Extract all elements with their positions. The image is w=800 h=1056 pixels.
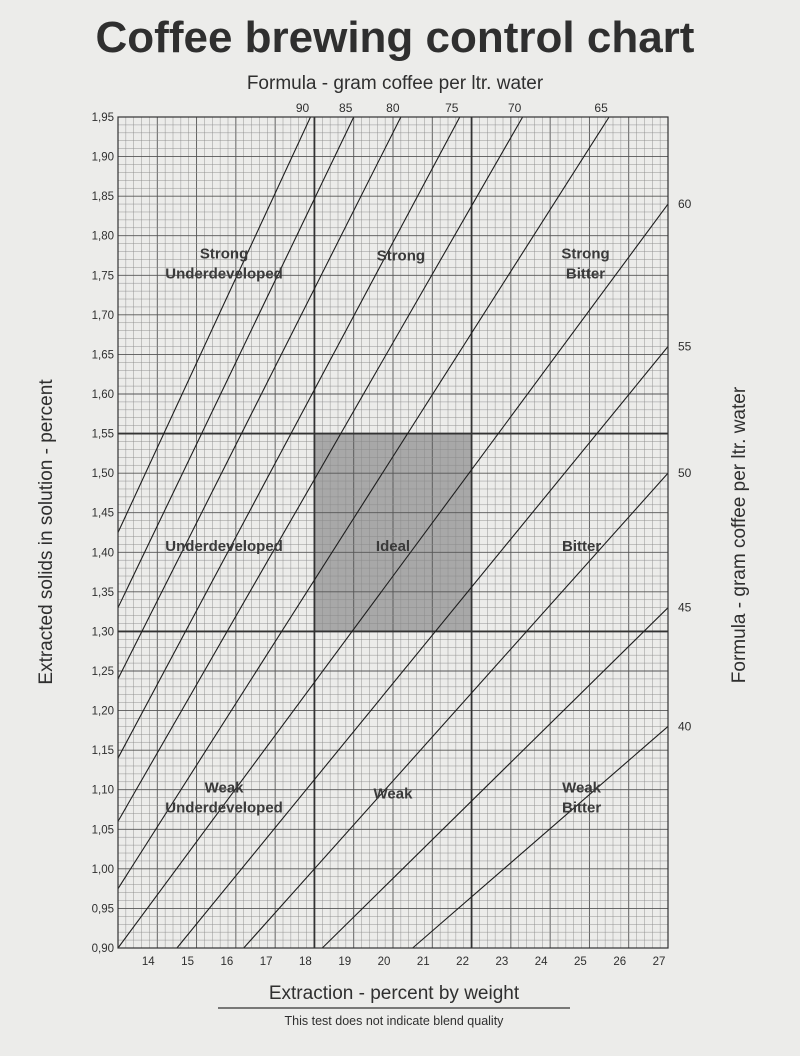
y-tick-label: 1,45 (91, 507, 114, 520)
top-axis-label: Formula - gram coffee per ltr. water (246, 73, 544, 94)
y-tick-label: 1,10 (91, 784, 114, 797)
top-tick-label: 85 (339, 101, 353, 115)
x-tick-label: 25 (574, 956, 587, 968)
y-tick-label: 0,95 (91, 903, 114, 916)
region-label: Bitter (565, 265, 606, 283)
y-tick-label: 1,90 (91, 151, 114, 164)
region-label: Weak (373, 785, 413, 803)
y-tick-label: 0,90 (91, 943, 114, 955)
x-tick-label: 20 (377, 956, 391, 968)
x-tick-label: 16 (220, 956, 234, 968)
x-tick-label: 17 (259, 956, 273, 968)
x-tick-label: 19 (338, 956, 352, 968)
x-tick-label: 18 (299, 956, 312, 968)
y-axis-label: Extracted solids in solution - percent (36, 379, 57, 685)
y-tick-label: 1,70 (91, 309, 114, 322)
right-tick-label: 60 (678, 197, 692, 212)
right-axis-label: Formula - gram coffee per ltr. water (729, 386, 750, 684)
region-label: Weak (204, 779, 244, 797)
top-tick-label: 65 (594, 101, 608, 115)
region-label: Strong (561, 245, 610, 263)
x-tick-label: 21 (416, 956, 430, 968)
right-tick-label: 55 (678, 339, 692, 354)
y-tick-label: 1,80 (91, 230, 114, 243)
region-label: Bitter (561, 537, 602, 555)
y-tick-label: 1,05 (91, 824, 114, 837)
top-tick-label: 70 (507, 101, 522, 115)
region-label: Underdeveloped (165, 537, 283, 555)
x-tick-label: 23 (495, 956, 509, 968)
right-tick-label: 50 (678, 466, 692, 481)
right-tick-label: 40 (678, 719, 692, 734)
x-axis-label: Extraction - percent by weight (268, 983, 520, 1004)
y-tick-label: 1,95 (91, 112, 114, 124)
x-tick-label: 15 (181, 956, 194, 968)
disclaimer-note: This test does not indicate blend quality (284, 1014, 504, 1028)
x-tick-label: 26 (613, 956, 627, 968)
right-tick-label: 45 (678, 600, 692, 615)
y-tick-label: 1,40 (91, 547, 114, 560)
x-tick-label: 27 (652, 956, 666, 968)
region-label: Underdeveloped (165, 265, 283, 283)
y-tick-label: 1,55 (91, 428, 114, 441)
y-tick-label: 1,25 (91, 666, 114, 678)
y-tick-label: 1,50 (91, 468, 114, 481)
y-tick-label: 1,60 (91, 389, 114, 401)
x-tick-label: 14 (141, 956, 155, 968)
region-label: Bitter (561, 799, 602, 817)
top-tick-label: 80 (386, 101, 400, 115)
region-label: Weak (562, 779, 602, 797)
y-tick-label: 1,75 (91, 270, 114, 283)
region-label: Strong (376, 247, 426, 265)
chart-title: Coffee brewing control chart (95, 13, 695, 62)
y-tick-label: 1,65 (91, 349, 114, 362)
y-tick-label: 1,20 (91, 705, 114, 718)
y-tick-label: 1,15 (91, 745, 114, 758)
top-tick-label: 90 (295, 101, 310, 115)
y-tick-label: 1,35 (91, 586, 114, 599)
region-label: Ideal (375, 537, 411, 555)
x-tick-label: 22 (456, 956, 469, 968)
region-label: Underdeveloped (165, 799, 283, 817)
y-tick-label: 1,85 (91, 191, 114, 204)
top-tick-label: 75 (445, 101, 459, 115)
y-tick-label: 1,00 (91, 863, 114, 876)
x-tick-label: 24 (534, 956, 548, 968)
region-label: Strong (199, 245, 249, 263)
y-tick-label: 1,30 (91, 626, 114, 639)
